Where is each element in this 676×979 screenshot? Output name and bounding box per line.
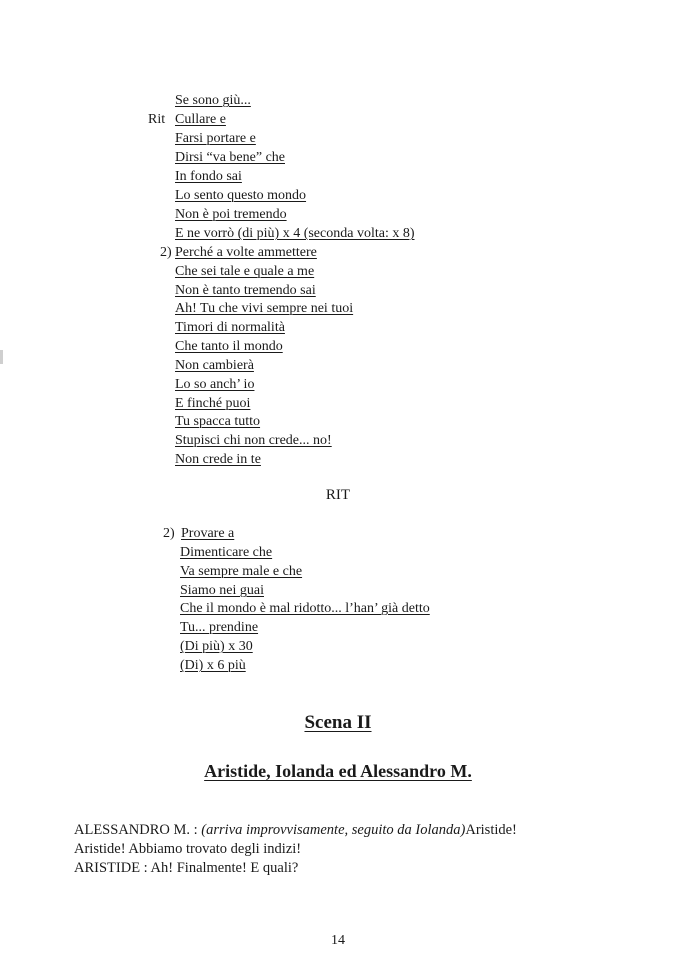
- song-line: Dirsi “va bene” che: [175, 150, 285, 165]
- song-line: (Di) x 6 più: [180, 658, 246, 673]
- page-number: 14: [331, 933, 345, 948]
- scene-characters: Aristide, Iolanda ed Alessandro M.: [204, 761, 472, 781]
- song-line: Perché a volte ammettere: [175, 245, 317, 260]
- dialogue-line: [74, 860, 298, 877]
- song-line: E finché puoi: [175, 396, 251, 411]
- song-line: Che sei tale e quale a me: [175, 264, 315, 279]
- song-line: Stupisci chi non crede... no!: [175, 433, 332, 448]
- song-line: Non cambierà: [175, 358, 254, 373]
- song-line: Va sempre male e che: [180, 564, 303, 579]
- verse-number: 2): [160, 245, 172, 260]
- song-line: Ah! Tu che vivi sempre nei tuoi: [175, 301, 354, 316]
- scan-artifact: [0, 350, 3, 364]
- stage-direction: (arriva improvvisamente, seguito da Iolanda): [201, 822, 466, 838]
- song-line: Lo sento questo mondo: [175, 188, 307, 203]
- song-line: Siamo nei guai: [180, 583, 264, 598]
- song-line: Tu... prendine: [180, 620, 259, 635]
- song-line: Se sono giù...: [175, 93, 251, 108]
- speech-text: Ah! Finalmente! E quali?: [150, 860, 299, 876]
- song-line: Timori di normalità: [175, 320, 285, 335]
- song-line: Non è tanto tremendo sai: [175, 283, 316, 298]
- song-line: Tu spacca tutto: [175, 414, 261, 429]
- song-line: (Di più) x 30: [180, 639, 253, 654]
- speech-text: Aristide!: [465, 822, 517, 838]
- song-line: Non è poi tremendo: [175, 207, 287, 222]
- song-line: Farsi portare e: [175, 131, 256, 146]
- song-line: In fondo sai: [175, 169, 242, 184]
- song-line: E ne vorrò (di più) x 4 (seconda volta: x 8): [175, 226, 415, 241]
- song-line: Lo so anch’ io: [175, 377, 255, 392]
- song-line: Non crede in te: [175, 452, 261, 467]
- rit-heading: RIT: [325, 487, 351, 503]
- dialogue-line: [74, 822, 517, 839]
- song-line: Cullare e: [175, 112, 226, 127]
- song-line: Provare a: [181, 526, 235, 541]
- rit-label: Rit: [148, 112, 166, 127]
- speech-text: Aristide! Abbiamo trovato degli indizi!: [74, 841, 302, 857]
- speaker-name: ARISTIDE :: [74, 860, 148, 876]
- scene-title: Scena II: [304, 712, 372, 733]
- speaker-name: ALESSANDRO M. :: [74, 822, 198, 838]
- song-line: Dimenticare che: [180, 545, 273, 560]
- song-line: Che il mondo è mal ridotto... l’han’ già detto: [180, 601, 430, 616]
- verse-number: 2): [163, 526, 175, 541]
- song-line: Che tanto il mondo: [175, 339, 283, 354]
